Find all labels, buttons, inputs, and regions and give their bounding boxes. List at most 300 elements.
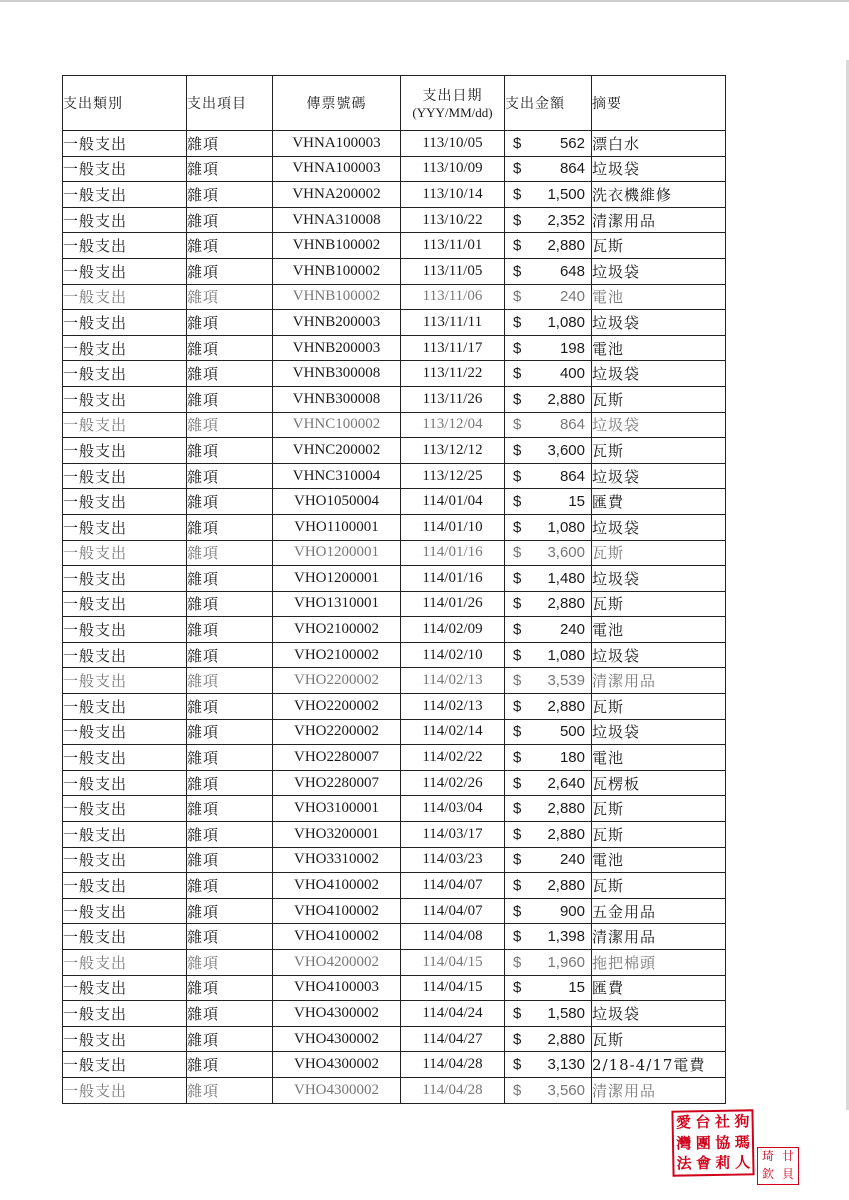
seal-glyph: 狗 <box>734 1112 750 1131</box>
currency-symbol: $ <box>513 1004 522 1022</box>
cell-date: 113/11/22 <box>401 361 505 387</box>
currency-symbol: $ <box>513 569 522 587</box>
cell-date: 114/01/26 <box>401 591 505 617</box>
cell-voucher: VHO1100001 <box>273 514 401 540</box>
cell-item: 雜項 <box>187 950 273 976</box>
cell-amount <box>505 668 592 694</box>
cell-item: 雜項 <box>187 847 273 873</box>
cell-amount <box>505 694 592 720</box>
cell-memo: 垃圾袋 <box>592 566 726 592</box>
cell-date: 113/11/06 <box>401 284 505 310</box>
cell-voucher: VHO2280007 <box>273 770 401 796</box>
currency-symbol: $ <box>513 493 522 511</box>
cell-item: 雜項 <box>187 131 273 157</box>
amount-value: 2,880 <box>547 825 585 843</box>
cell-category: 一般支出 <box>63 642 187 668</box>
cell-category: 一般支出 <box>63 310 187 336</box>
cell-item: 雜項 <box>187 694 273 720</box>
cell-item: 雜項 <box>187 1001 273 1027</box>
cell-amount <box>505 156 592 182</box>
currency-symbol: $ <box>513 749 522 767</box>
cell-voucher: VHNB300008 <box>273 386 401 412</box>
header-memo: 摘要 <box>592 76 726 131</box>
cell-amount <box>505 335 592 361</box>
cell-date: 113/12/25 <box>401 463 505 489</box>
table-row <box>63 438 726 464</box>
cell-memo: 清潔用品 <box>592 207 726 233</box>
ledger-body <box>63 131 726 1104</box>
currency-symbol: $ <box>513 902 522 920</box>
table-row <box>63 335 726 361</box>
cell-memo: 瓦斯 <box>592 822 726 848</box>
currency-symbol: $ <box>513 672 522 690</box>
currency-symbol: $ <box>513 467 522 485</box>
cell-memo: 瓦斯 <box>592 233 726 259</box>
cell-memo: 電池 <box>592 617 726 643</box>
cell-date: 114/03/23 <box>401 847 505 873</box>
cell-voucher: VHO4200002 <box>273 950 401 976</box>
cell-item: 雜項 <box>187 386 273 412</box>
amount-value: 400 <box>559 365 585 383</box>
cell-date: 114/02/26 <box>401 770 505 796</box>
amount-value: 1,398 <box>547 928 585 946</box>
cell-voucher: VHNA310008 <box>273 207 401 233</box>
cell-memo: 瓦楞板 <box>592 770 726 796</box>
cell-date: 114/04/28 <box>401 1077 505 1103</box>
cell-item: 雜項 <box>187 642 273 668</box>
cell-voucher: VHNC100002 <box>273 412 401 438</box>
header-amount: 支出金額 <box>505 76 592 131</box>
signature-glyph: 廿 <box>781 1149 794 1163</box>
table-row <box>63 463 726 489</box>
cell-category: 一般支出 <box>63 386 187 412</box>
table-row <box>63 1001 726 1027</box>
cell-item: 雜項 <box>187 258 273 284</box>
cell-category: 一般支出 <box>63 438 187 464</box>
association-seal <box>671 1109 754 1176</box>
cell-category: 一般支出 <box>63 566 187 592</box>
cell-amount <box>505 438 592 464</box>
amount-value: 1,080 <box>547 313 585 331</box>
cell-item: 雜項 <box>187 463 273 489</box>
amount-value: 1,080 <box>547 646 585 664</box>
cell-item: 雜項 <box>187 975 273 1001</box>
cell-memo: 清潔用品 <box>592 668 726 694</box>
table-row <box>63 719 726 745</box>
amount-value: 2,880 <box>547 1030 585 1048</box>
cell-voucher: VHO2100002 <box>273 642 401 668</box>
table-row <box>63 617 726 643</box>
cell-category: 一般支出 <box>63 489 187 515</box>
cell-voucher: VHO4300002 <box>273 1001 401 1027</box>
cell-category: 一般支出 <box>63 745 187 771</box>
cell-memo: 垃圾袋 <box>592 642 726 668</box>
cell-category: 一般支出 <box>63 694 187 720</box>
amount-value: 1,580 <box>547 1004 585 1022</box>
cell-memo: 垃圾袋 <box>592 361 726 387</box>
table-row <box>63 514 726 540</box>
cell-date: 114/04/08 <box>401 924 505 950</box>
cell-memo: 拖把棉頭 <box>592 950 726 976</box>
table-row <box>63 924 726 950</box>
table-row <box>63 131 726 157</box>
cell-voucher: VHO1050004 <box>273 489 401 515</box>
currency-symbol: $ <box>513 1056 522 1074</box>
cell-voucher: VHO2200002 <box>273 668 401 694</box>
cell-amount <box>505 617 592 643</box>
table-row <box>63 745 726 771</box>
cell-voucher: VHNB100002 <box>273 233 401 259</box>
cell-category: 一般支出 <box>63 207 187 233</box>
amount-value: 2,880 <box>547 697 585 715</box>
currency-symbol: $ <box>513 825 522 843</box>
cell-amount <box>505 258 592 284</box>
table-row <box>63 258 726 284</box>
amount-value: 900 <box>559 902 585 920</box>
cell-amount <box>505 463 592 489</box>
cell-voucher: VHNA200002 <box>273 182 401 208</box>
signature-glyph: 貝 <box>781 1167 794 1181</box>
table-row <box>63 489 726 515</box>
cell-memo: 電池 <box>592 284 726 310</box>
cell-item: 雜項 <box>187 719 273 745</box>
cell-date: 113/11/17 <box>401 335 505 361</box>
amount-value: 1,960 <box>547 953 585 971</box>
cell-item: 雜項 <box>187 822 273 848</box>
cell-memo: 瓦斯 <box>592 386 726 412</box>
cell-category: 一般支出 <box>63 463 187 489</box>
cell-voucher: VHO1200001 <box>273 540 401 566</box>
cell-item: 雜項 <box>187 591 273 617</box>
cell-amount <box>505 386 592 412</box>
amount-value: 2,880 <box>547 800 585 818</box>
cell-category: 一般支出 <box>63 335 187 361</box>
amount-value: 2,880 <box>547 390 585 408</box>
header-item: 支出項目 <box>187 76 273 131</box>
cell-memo: 清潔用品 <box>592 924 726 950</box>
amount-value: 2,352 <box>547 211 585 229</box>
seal-glyph: 灣 <box>676 1134 692 1153</box>
cell-amount <box>505 207 592 233</box>
amount-value: 3,600 <box>547 544 585 562</box>
seal-glyph: 人 <box>734 1153 751 1172</box>
amount-value: 240 <box>559 621 585 639</box>
cell-voucher: VHO1310001 <box>273 591 401 617</box>
cell-item: 雜項 <box>187 1026 273 1052</box>
cell-item: 雜項 <box>187 233 273 259</box>
signature-stamp <box>757 1147 799 1185</box>
currency-symbol: $ <box>513 390 522 408</box>
cell-voucher: VHO2100002 <box>273 617 401 643</box>
cell-item: 雜項 <box>187 924 273 950</box>
cell-voucher: VHO4300002 <box>273 1077 401 1103</box>
table-row <box>63 207 726 233</box>
scan-top-rule <box>0 0 849 2</box>
cell-date: 114/04/28 <box>401 1052 505 1078</box>
cell-amount <box>505 566 592 592</box>
cell-item: 雜項 <box>187 540 273 566</box>
cell-amount <box>505 361 592 387</box>
cell-amount <box>505 182 592 208</box>
currency-symbol: $ <box>513 621 522 639</box>
header-voucher: 傳票號碼 <box>273 76 401 131</box>
amount-value: 864 <box>559 467 585 485</box>
cell-amount <box>505 1077 592 1103</box>
cell-date: 114/02/10 <box>401 642 505 668</box>
table-row <box>63 1052 726 1078</box>
currency-symbol: $ <box>513 646 522 664</box>
amount-value: 3,130 <box>547 1056 585 1074</box>
cell-amount <box>505 310 592 336</box>
amount-value: 1,080 <box>547 518 585 536</box>
currency-symbol: $ <box>513 774 522 792</box>
cell-memo: 匯費 <box>592 489 726 515</box>
currency-symbol: $ <box>513 160 522 178</box>
cell-category: 一般支出 <box>63 847 187 873</box>
amount-value: 562 <box>559 134 585 152</box>
cell-voucher: VHO2200002 <box>273 694 401 720</box>
cell-item: 雜項 <box>187 284 273 310</box>
cell-date: 113/10/14 <box>401 182 505 208</box>
cell-category: 一般支出 <box>63 182 187 208</box>
currency-symbol: $ <box>513 928 522 946</box>
cell-voucher: VHO4300002 <box>273 1026 401 1052</box>
cell-category: 一般支出 <box>63 1026 187 1052</box>
cell-date: 114/02/13 <box>401 694 505 720</box>
seal-glyph: 會 <box>695 1154 712 1173</box>
cell-category: 一般支出 <box>63 975 187 1001</box>
cell-category: 一般支出 <box>63 770 187 796</box>
table-row <box>63 694 726 720</box>
cell-category: 一般支出 <box>63 258 187 284</box>
cell-item: 雜項 <box>187 514 273 540</box>
cell-date: 114/04/07 <box>401 898 505 924</box>
seal-glyph: 協 <box>715 1133 731 1152</box>
currency-symbol: $ <box>513 877 522 895</box>
cell-memo: 五金用品 <box>592 898 726 924</box>
amount-value: 3,600 <box>547 441 585 459</box>
cell-memo: 電池 <box>592 745 726 771</box>
cell-category: 一般支出 <box>63 898 187 924</box>
cell-date: 114/03/04 <box>401 796 505 822</box>
amount-value: 240 <box>559 288 585 306</box>
currency-symbol: $ <box>513 697 522 715</box>
cell-date: 114/03/17 <box>401 822 505 848</box>
table-row <box>63 642 726 668</box>
amount-value: 198 <box>559 339 585 357</box>
cell-amount <box>505 873 592 899</box>
cell-date: 114/02/22 <box>401 745 505 771</box>
cell-category: 一般支出 <box>63 924 187 950</box>
amount-value: 2,880 <box>547 237 585 255</box>
table-row <box>63 822 726 848</box>
cell-category: 一般支出 <box>63 873 187 899</box>
table-row <box>63 182 726 208</box>
signature-glyph: 欽 <box>761 1167 774 1181</box>
cell-voucher: VHO3100001 <box>273 796 401 822</box>
cell-voucher: VHO4100002 <box>273 924 401 950</box>
cell-date: 113/12/12 <box>401 438 505 464</box>
cell-item: 雜項 <box>187 668 273 694</box>
cell-amount <box>505 514 592 540</box>
cell-voucher: VHNA100003 <box>273 131 401 157</box>
currency-symbol: $ <box>513 211 522 229</box>
table-row <box>63 898 726 924</box>
currency-symbol: $ <box>513 441 522 459</box>
cell-item: 雜項 <box>187 745 273 771</box>
cell-date: 113/12/04 <box>401 412 505 438</box>
cell-category: 一般支出 <box>63 822 187 848</box>
cell-voucher: VHO3310002 <box>273 847 401 873</box>
cell-item: 雜項 <box>187 412 273 438</box>
cell-voucher: VHO3200001 <box>273 822 401 848</box>
cell-voucher: VHNB300008 <box>273 361 401 387</box>
cell-memo: 瓦斯 <box>592 438 726 464</box>
cell-item: 雜項 <box>187 489 273 515</box>
cell-item: 雜項 <box>187 770 273 796</box>
cell-memo: 瓦斯 <box>592 873 726 899</box>
cell-category: 一般支出 <box>63 1052 187 1078</box>
cell-date: 114/02/14 <box>401 719 505 745</box>
currency-symbol: $ <box>513 262 522 280</box>
cell-category: 一般支出 <box>63 412 187 438</box>
cell-date: 114/04/27 <box>401 1026 505 1052</box>
currency-symbol: $ <box>513 365 522 383</box>
cell-date: 114/01/16 <box>401 540 505 566</box>
table-row <box>63 233 726 259</box>
cell-category: 一般支出 <box>63 156 187 182</box>
table-row <box>63 540 726 566</box>
cell-memo: 垃圾袋 <box>592 719 726 745</box>
currency-symbol: $ <box>513 800 522 818</box>
cell-memo: 垃圾袋 <box>592 463 726 489</box>
currency-symbol: $ <box>513 416 522 434</box>
table-row <box>63 284 726 310</box>
cell-item: 雜項 <box>187 566 273 592</box>
table-row <box>63 873 726 899</box>
cell-amount <box>505 847 592 873</box>
cell-voucher: VHNB200003 <box>273 310 401 336</box>
cell-date: 114/01/16 <box>401 566 505 592</box>
cell-amount <box>505 591 592 617</box>
table-row <box>63 668 726 694</box>
table-row <box>63 591 726 617</box>
cell-voucher: VHO4300002 <box>273 1052 401 1078</box>
cell-item: 雜項 <box>187 361 273 387</box>
cell-memo: 洗衣機維修 <box>592 182 726 208</box>
cell-amount <box>505 745 592 771</box>
currency-symbol: $ <box>513 313 522 331</box>
cell-amount <box>505 1052 592 1078</box>
table-row <box>63 796 726 822</box>
cell-date: 114/02/13 <box>401 668 505 694</box>
cell-amount <box>505 975 592 1001</box>
cell-date: 113/11/05 <box>401 258 505 284</box>
cell-memo: 電池 <box>592 847 726 873</box>
cell-memo: 瓦斯 <box>592 1026 726 1052</box>
seal-glyph: 瑪 <box>734 1133 750 1152</box>
currency-symbol: $ <box>513 851 522 869</box>
cell-category: 一般支出 <box>63 131 187 157</box>
cell-amount <box>505 924 592 950</box>
cell-category: 一般支出 <box>63 514 187 540</box>
table-row <box>63 975 726 1001</box>
cell-voucher: VHNC200002 <box>273 438 401 464</box>
cell-amount <box>505 1001 592 1027</box>
cell-date: 114/01/10 <box>401 514 505 540</box>
table-row <box>63 361 726 387</box>
cell-date: 114/04/24 <box>401 1001 505 1027</box>
cell-memo: 電池 <box>592 335 726 361</box>
cell-category: 一般支出 <box>63 361 187 387</box>
table-row <box>63 566 726 592</box>
cell-amount <box>505 540 592 566</box>
header-category: 支出類別 <box>63 76 187 131</box>
table-header-row <box>63 76 726 131</box>
amount-value: 3,539 <box>547 672 585 690</box>
cell-category: 一般支出 <box>63 233 187 259</box>
cell-item: 雜項 <box>187 207 273 233</box>
header-date <box>401 76 505 131</box>
cell-memo: 清潔用品 <box>592 1077 726 1103</box>
amount-value: 2,880 <box>547 595 585 613</box>
seal-glyph: 團 <box>695 1133 711 1152</box>
table-row <box>63 412 726 438</box>
cell-category: 一般支出 <box>63 284 187 310</box>
seal-glyph: 社 <box>714 1112 731 1131</box>
cell-memo: 瓦斯 <box>592 591 726 617</box>
cell-memo: 瓦斯 <box>592 796 726 822</box>
cell-voucher: VHNA100003 <box>273 156 401 182</box>
cell-item: 雜項 <box>187 873 273 899</box>
currency-symbol: $ <box>513 544 522 562</box>
cell-date: 114/02/09 <box>401 617 505 643</box>
cell-amount <box>505 950 592 976</box>
table-row <box>63 950 726 976</box>
amount-value: 15 <box>568 493 585 511</box>
table-row <box>63 156 726 182</box>
cell-item: 雜項 <box>187 1052 273 1078</box>
table-row <box>63 386 726 412</box>
amount-value: 240 <box>559 851 585 869</box>
seal-glyph: 莉 <box>715 1154 731 1173</box>
cell-amount <box>505 796 592 822</box>
cell-voucher: VHNB100002 <box>273 258 401 284</box>
currency-symbol: $ <box>513 1030 522 1048</box>
table-row <box>63 770 726 796</box>
currency-symbol: $ <box>513 518 522 536</box>
currency-symbol: $ <box>513 237 522 255</box>
cell-item: 雜項 <box>187 617 273 643</box>
cell-amount <box>505 233 592 259</box>
cell-memo: 2/18-4/17電費 <box>592 1052 726 1078</box>
signature-glyph: 琦 <box>761 1149 774 1163</box>
cell-category: 一般支出 <box>63 617 187 643</box>
cell-memo: 瓦斯 <box>592 694 726 720</box>
cell-memo: 垃圾袋 <box>592 310 726 336</box>
table-row <box>63 1026 726 1052</box>
cell-date: 113/11/26 <box>401 386 505 412</box>
cell-category: 一般支出 <box>63 950 187 976</box>
seal-glyph: 法 <box>676 1154 692 1173</box>
cell-memo: 瓦斯 <box>592 540 726 566</box>
currency-symbol: $ <box>513 979 522 997</box>
cell-amount <box>505 131 592 157</box>
table-row <box>63 310 726 336</box>
header-date-format: (YYY/MM/dd) <box>412 105 493 120</box>
seal-glyph: 台 <box>695 1113 711 1132</box>
cell-date: 113/10/09 <box>401 156 505 182</box>
